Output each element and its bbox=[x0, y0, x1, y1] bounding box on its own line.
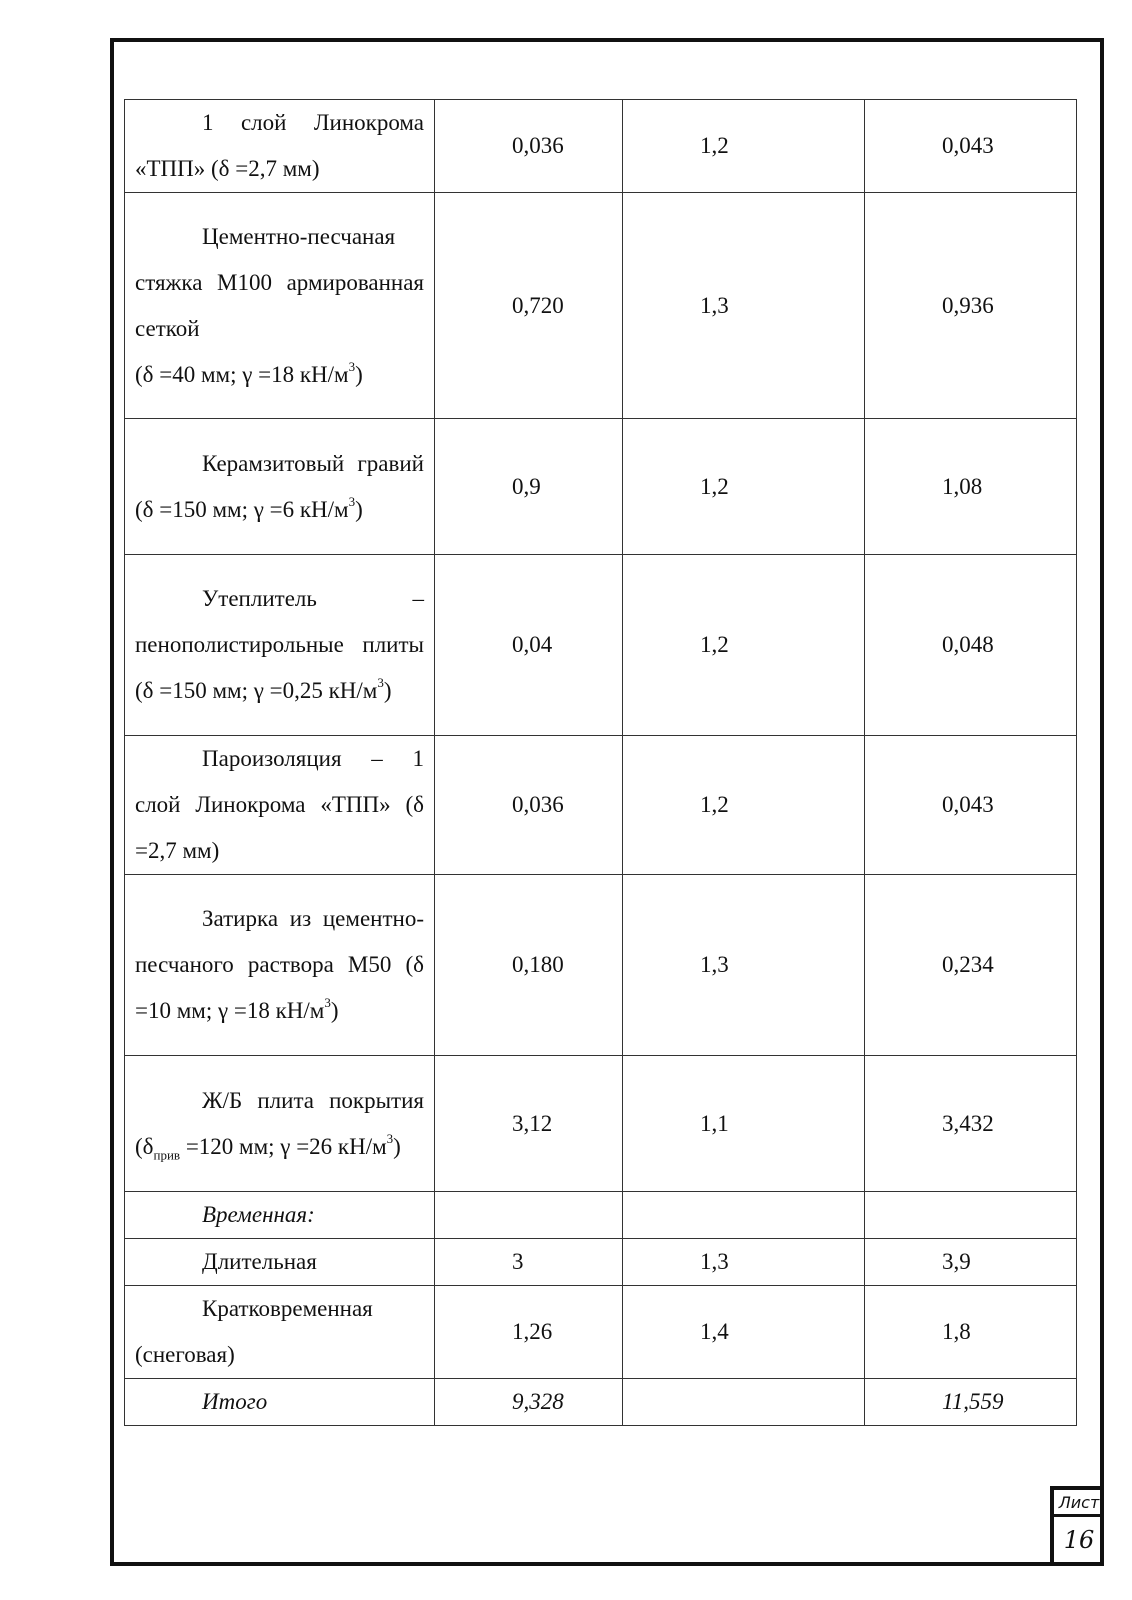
layer-name-cell: Ж/Б плита покрытия ($\delta_{прив} =120$ мм; γ =26 $кН/м^3$) bbox=[125, 1056, 435, 1192]
design-load-cell: 0,043 bbox=[865, 100, 1077, 193]
table-row bbox=[125, 1239, 1077, 1286]
load-factor-cell: 1,2 bbox=[623, 736, 865, 875]
table-row bbox=[125, 1056, 1077, 1192]
total-normative-cell: 9,328 bbox=[435, 1379, 623, 1426]
design-load-cell: 0,936 bbox=[865, 193, 1077, 419]
layer-name-cell: Цементно-песчаная стяжка М100 армированная сеткой (δ =40 мм; γ =18 $кН/м^3$) bbox=[125, 193, 435, 419]
load-factor-cell: 1,1 bbox=[623, 1056, 865, 1192]
load-factor-cell bbox=[623, 1192, 865, 1239]
normative-load-cell: 0,720 bbox=[435, 193, 623, 419]
table-row bbox=[125, 875, 1077, 1056]
load-factor-cell: 1,4 bbox=[623, 1286, 865, 1379]
normative-load-cell: 0,036 bbox=[435, 100, 623, 193]
normative-load-cell bbox=[435, 1192, 623, 1239]
table-row bbox=[125, 100, 1077, 193]
normative-load-cell: 1,26 bbox=[435, 1286, 623, 1379]
layer-name-cell: Утеплитель – пенополистирольные плиты (δ =150 мм; γ =0,25 $кН/м^3$) bbox=[125, 555, 435, 736]
design-load-cell: 0,234 bbox=[865, 875, 1077, 1056]
table-row bbox=[125, 193, 1077, 419]
layer-name-cell: 1 слой Линокрома «ТПП» (δ =2,7 мм) bbox=[125, 100, 435, 193]
normative-load-cell: 3,12 bbox=[435, 1056, 623, 1192]
load-factor-cell: 1,2 bbox=[623, 419, 865, 555]
design-load-cell: 0,043 bbox=[865, 736, 1077, 875]
load-factor-cell: 1,2 bbox=[623, 100, 865, 193]
normative-load-cell: 0,036 bbox=[435, 736, 623, 875]
table-row bbox=[125, 736, 1077, 875]
sheet-number: 16 bbox=[1063, 1526, 1095, 1554]
design-load-cell bbox=[865, 1192, 1077, 1239]
design-load-cell: 1,08 bbox=[865, 419, 1077, 555]
normative-load-cell: 3 bbox=[435, 1239, 623, 1286]
load-factor-cell: 1,3 bbox=[623, 875, 865, 1056]
total-design-cell: 11,559 bbox=[865, 1379, 1077, 1426]
design-load-cell: 1,8 bbox=[865, 1286, 1077, 1379]
total-factor-cell bbox=[623, 1379, 865, 1426]
normative-load-cell: 0,04 bbox=[435, 555, 623, 736]
sheet-label: Лист bbox=[1054, 1490, 1104, 1517]
normative-load-cell: 0,180 bbox=[435, 875, 623, 1056]
sheet-number-stamp bbox=[1050, 1486, 1104, 1566]
table-row bbox=[125, 1379, 1077, 1426]
layer-name-cell: Пароизоляция – 1 слой Линокрома «ТПП» (δ =2,7 мм) bbox=[125, 736, 435, 875]
layer-name-cell: Длительная bbox=[125, 1239, 435, 1286]
layer-name-cell: Кратковременная (снеговая) bbox=[125, 1286, 435, 1379]
load-factor-cell: 1,3 bbox=[623, 193, 865, 419]
total-label-cell: Итого bbox=[125, 1379, 435, 1426]
load-factor-cell: 1,2 bbox=[623, 555, 865, 736]
layer-name-cell: Затирка из цементно-песчаного раствора М50 (δ =10 мм; γ =18 $кН/м^3$) bbox=[125, 875, 435, 1056]
design-load-cell: 0,048 bbox=[865, 555, 1077, 736]
design-load-cell: 3,432 bbox=[865, 1056, 1077, 1192]
section-heading-cell: Временная: bbox=[125, 1192, 435, 1239]
table-row bbox=[125, 1286, 1077, 1379]
table-row bbox=[125, 419, 1077, 555]
layer-name-cell: Керамзитовый гравий (δ =150 мм; γ =6 $кН/м^3$) bbox=[125, 419, 435, 555]
table-row bbox=[125, 1192, 1077, 1239]
loads-table bbox=[124, 99, 1077, 1426]
normative-load-cell: 0,9 bbox=[435, 419, 623, 555]
load-factor-cell: 1,3 bbox=[623, 1239, 865, 1286]
design-load-cell: 3,9 bbox=[865, 1239, 1077, 1286]
table-row bbox=[125, 555, 1077, 736]
